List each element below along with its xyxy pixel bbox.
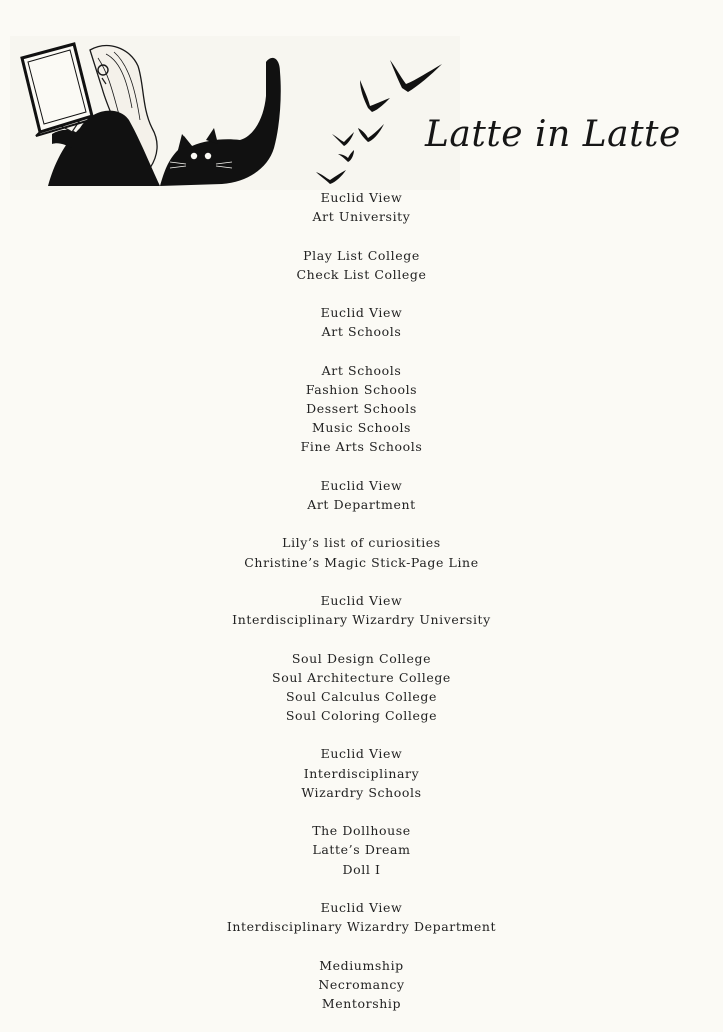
text-list bbox=[0, 188, 723, 1032]
text-line: Soul Design College bbox=[291, 650, 432, 666]
text-line: The Dollhouse bbox=[312, 823, 411, 839]
text-line: Music Schools bbox=[311, 420, 412, 436]
text-group bbox=[0, 591, 723, 629]
text-line: Fine Arts Schools bbox=[300, 439, 423, 455]
text-line: Christine’s Magic Stick-Page Line bbox=[244, 554, 479, 570]
text-line: Doll I bbox=[342, 861, 381, 877]
text-group bbox=[0, 533, 723, 571]
text-line: Euclid View bbox=[320, 899, 403, 915]
text-group bbox=[0, 956, 723, 1014]
text-line: Wizardry Schools bbox=[301, 784, 422, 800]
text-group bbox=[0, 361, 723, 457]
text-line: Latte’s Dream bbox=[312, 842, 411, 858]
text-line: Necromancy bbox=[318, 976, 405, 992]
bird-icon bbox=[338, 150, 354, 162]
text-line: Euclid View bbox=[320, 190, 403, 205]
text-group bbox=[0, 303, 723, 341]
text-line: Art Schools bbox=[321, 324, 402, 340]
text-group bbox=[0, 476, 723, 514]
text-line: Soul Architecture College bbox=[272, 669, 451, 685]
text-line: Soul Coloring College bbox=[285, 708, 438, 724]
page-title: Latte in Latte bbox=[425, 114, 681, 155]
bird-icon bbox=[332, 132, 354, 146]
text-line: Soul Calculus College bbox=[285, 688, 438, 704]
text-group bbox=[0, 246, 723, 284]
bird-icon bbox=[390, 60, 442, 92]
text-line: Art Department bbox=[307, 497, 416, 512]
text-group bbox=[0, 821, 723, 879]
text-line: Art Schools bbox=[321, 362, 402, 378]
text-line: Check List College bbox=[296, 266, 427, 282]
text-line: Interdisciplinary bbox=[303, 765, 420, 781]
text-line: Dessert Schools bbox=[306, 401, 417, 417]
text-line: Mediumship bbox=[319, 957, 404, 973]
text-group bbox=[0, 744, 723, 802]
text-line: Lily’s list of curiosities bbox=[282, 535, 441, 551]
text-line: Euclid View bbox=[320, 477, 403, 493]
text-line: Play List College bbox=[303, 247, 420, 263]
text-group bbox=[0, 898, 723, 936]
text-line: Interdisciplinary Wizardry Department bbox=[226, 919, 497, 935]
text-line: Fashion Schools bbox=[305, 381, 418, 397]
text-line: Art University bbox=[312, 209, 411, 225]
text-line: Interdisciplinary Wizardry University bbox=[232, 612, 491, 628]
bird-icon bbox=[316, 170, 346, 184]
text-line: Euclid View bbox=[320, 592, 403, 608]
text-line: Euclid View bbox=[320, 305, 403, 321]
bird-icon bbox=[358, 124, 384, 142]
text-line: Euclid View bbox=[320, 746, 403, 762]
text-line: Mentorship bbox=[321, 995, 402, 1011]
text-group bbox=[0, 188, 723, 226]
text-group bbox=[0, 649, 723, 726]
bird-icon bbox=[360, 80, 390, 112]
